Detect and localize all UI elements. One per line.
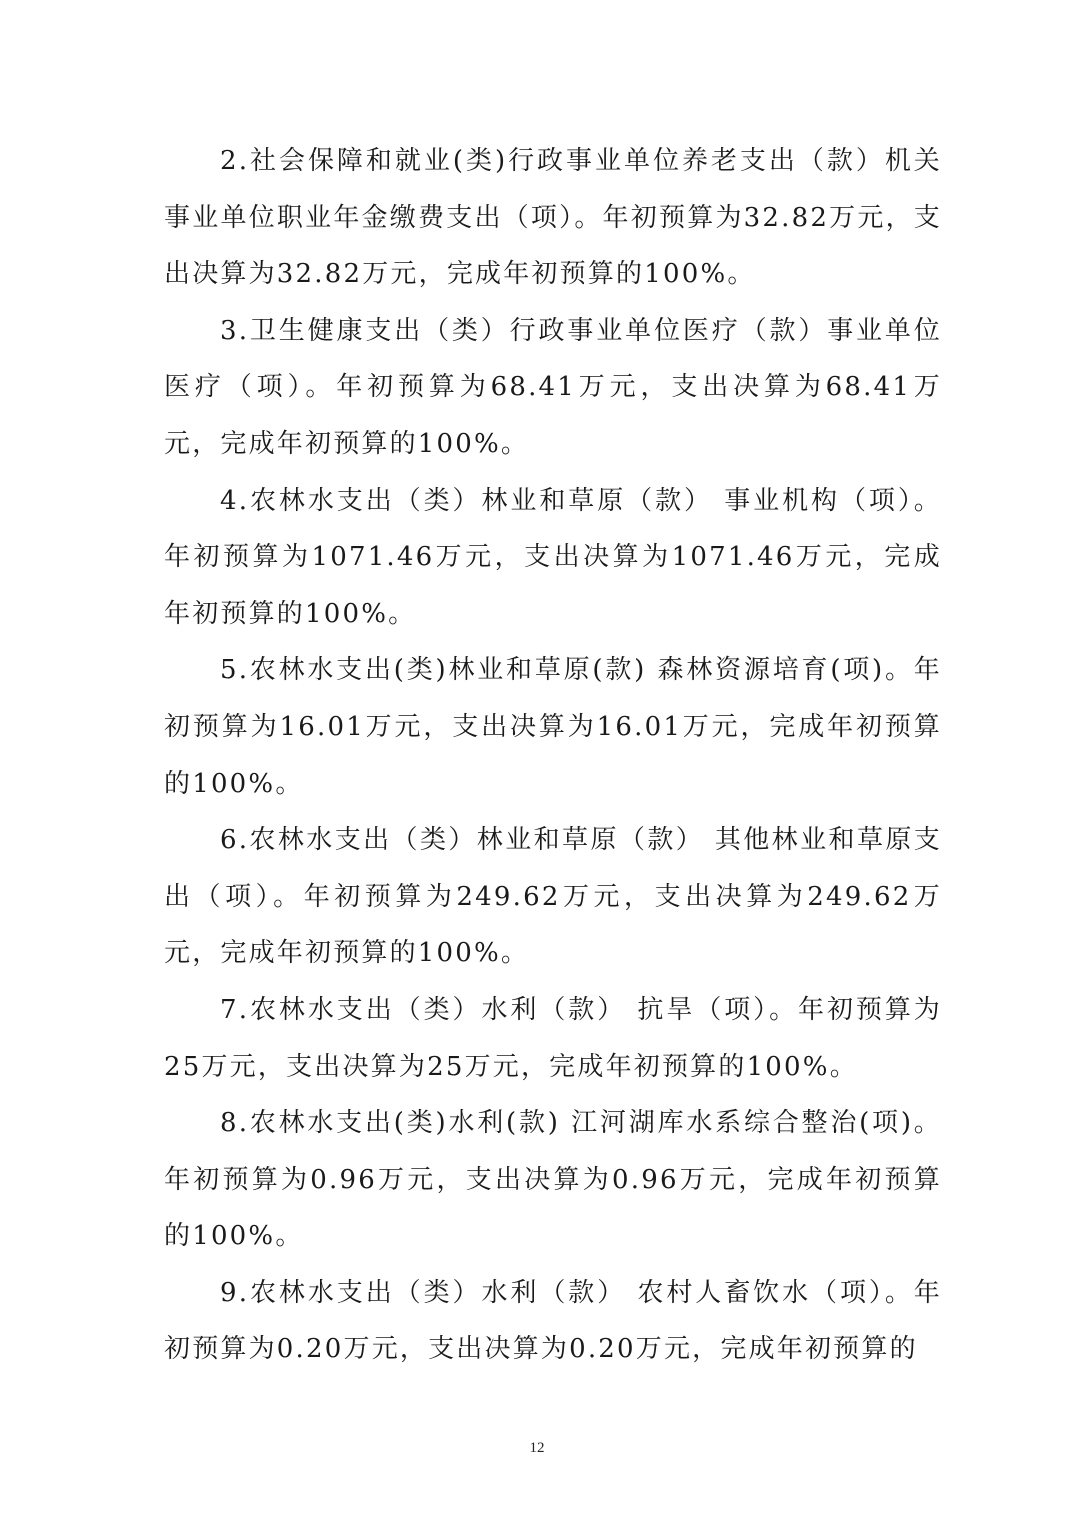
paragraph-7: 7.农林水支出（类）水利（款） 抗旱（项）。年初预算为25万元，支出决算为25万元，完成年初预算的100%。 — [164, 994, 942, 1082]
paragraph-2: 2.社会保障和就业(类)行政事业单位养老支出（款）机关事业单位职业年金缴费支出（项）。年初预算为32.82万元，支出决算为32.82万元，完成年初预算的100%。 — [164, 146, 942, 290]
document-body — [164, 133, 942, 1378]
paragraph-9: 9.农林水支出（类）水利（款） 农村人畜饮水（项）。年初预算为0.20万元，支出决算为0.20万元，完成年初预算的 — [164, 1277, 942, 1365]
page-number: 12 — [529, 1440, 545, 1456]
paragraph-4: 4.农林水支出（类）林业和草原（款） 事业机构（项）。年初预算为1071.46万元，支出决算为1071.46万元，完成年初预算的100%。 — [164, 485, 942, 629]
paragraph-5: 5.农林水支出(类)林业和草原(款) 森林资源培育(项)。年初预算为16.01万元，支出决算为16.01万元，完成年初预算的100%。 — [164, 655, 942, 799]
paragraph-3: 3.卫生健康支出（类）行政事业单位医疗（款）事业单位医疗（项）。年初预算为68.41万元，支出决算为68.41万元，完成年初预算的100%。 — [164, 315, 942, 459]
paragraph-6: 6.农林水支出（类）林业和草原（款） 其他林业和草原支出（项）。年初预算为249.62万元，支出决算为249.62万元，完成年初预算的100%。 — [164, 825, 942, 969]
paragraph-8: 8.农林水支出(类)水利(款) 江河湖库水系综合整治(项)。年初预算为0.96万元，支出决算为0.96万元，完成年初预算的100%。 — [164, 1108, 942, 1252]
